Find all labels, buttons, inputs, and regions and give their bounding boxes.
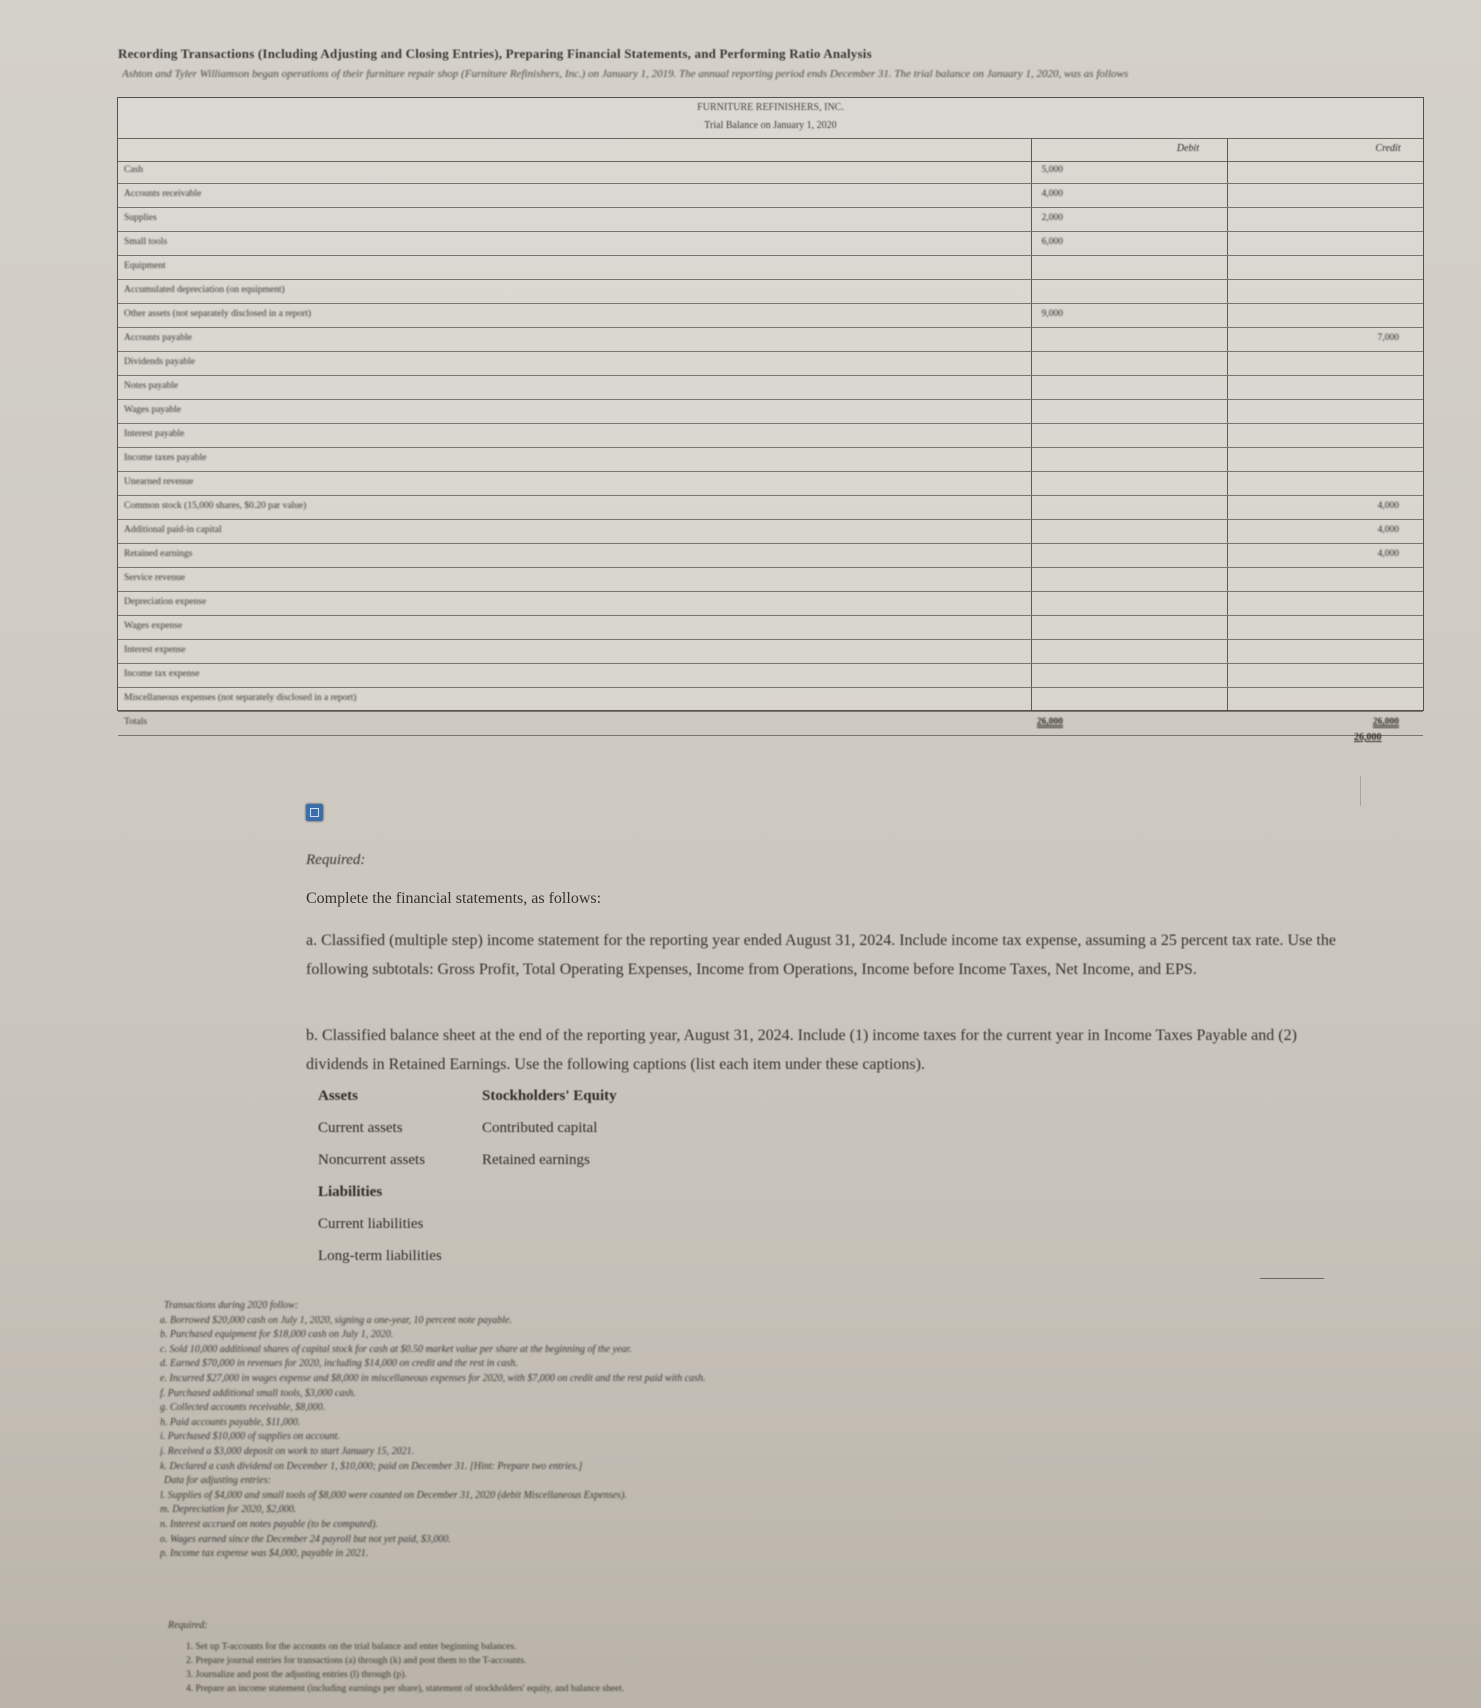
list-item: m. Depreciation for 2020, $2,000. bbox=[160, 1504, 297, 1516]
debit-amount: 2,000 bbox=[1041, 213, 1063, 223]
problem-heading: Recording Transactions (Including Adjusting and Closing Entries), Preparing Financial Statements, and Performing Ratio Analysis bbox=[118, 46, 872, 61]
credit-amount: 4,000 bbox=[1377, 549, 1399, 559]
caption-stockholders-equity: Stockholders' Equity bbox=[482, 1088, 617, 1104]
divider-mark bbox=[1360, 776, 1361, 806]
caption-long-term-liabilities: Long-term liabilities bbox=[318, 1248, 442, 1264]
table-row bbox=[118, 448, 1423, 472]
list-item: h. Paid accounts payable, $11,000. bbox=[160, 1416, 301, 1428]
account-name: Interest payable bbox=[124, 429, 185, 439]
table-row bbox=[118, 664, 1423, 688]
table-row bbox=[118, 424, 1423, 448]
table-row bbox=[118, 280, 1423, 304]
table-row bbox=[118, 688, 1423, 712]
caption-assets: Assets bbox=[318, 1088, 358, 1104]
list-item: e. Incurred $27,000 in wages expense and $8,000 in miscellaneous expenses for 2020, with $7,000 on credit and the rest paid with cash. bbox=[160, 1372, 706, 1384]
list-item: d. Earned $70,000 in revenues for 2020, including $14,000 on credit and the rest in cash. bbox=[160, 1358, 518, 1370]
credit-amount: 4,000 bbox=[1377, 525, 1399, 535]
account-name: Service revenue bbox=[124, 573, 185, 583]
credit-column-header: Credit bbox=[1375, 143, 1401, 154]
debit-amount: 5,000 bbox=[1041, 165, 1063, 175]
requirement-b: b. Classified balance sheet at the end of the reporting year, August 31, 2024. Include (1) income taxes for the current year in Income Taxes Payable and (2) dividends in Retained Earnings. Use the following captions (list each item under these captions). bbox=[306, 1027, 1297, 1073]
list-item: k. Declared a cash dividend on December 1, $10,000; paid on December 31. [Hint: Prepare two entries.] bbox=[160, 1460, 583, 1472]
table-row bbox=[118, 640, 1423, 664]
table-row bbox=[118, 304, 1423, 328]
caption-noncurrent-assets: Noncurrent assets bbox=[318, 1152, 426, 1168]
debit-amount: 26,000 bbox=[1036, 717, 1063, 727]
debit-column-header: Debit bbox=[1176, 143, 1200, 154]
caption-retained-earnings: Retained earnings bbox=[482, 1152, 590, 1168]
account-name: Accounts receivable bbox=[124, 189, 202, 199]
adjusting-title: Data for adjusting entries: bbox=[164, 1475, 271, 1487]
debit-amount: 9,000 bbox=[1041, 309, 1063, 319]
required-2-title: Required: bbox=[168, 1620, 208, 1631]
table-row bbox=[118, 328, 1423, 352]
account-name: Dividends payable bbox=[124, 357, 195, 367]
account-name: Wages payable bbox=[124, 405, 181, 415]
table-row bbox=[118, 232, 1423, 256]
transactions-title: Transactions during 2020 follow: bbox=[164, 1300, 299, 1311]
list-item: 1. Set up T-accounts for the accounts on the trial balance and enter beginning balances. bbox=[186, 1642, 517, 1652]
caption-contributed-capital: Contributed capital bbox=[482, 1120, 598, 1136]
account-name: Small tools bbox=[124, 237, 168, 247]
table-row bbox=[118, 472, 1423, 496]
trial-balance-table bbox=[117, 97, 1424, 727]
account-name: Additional paid-in capital bbox=[124, 525, 222, 535]
caption-current-liabilities: Current liabilities bbox=[318, 1216, 424, 1232]
debit-amount: 6,000 bbox=[1041, 237, 1063, 247]
table-row bbox=[118, 520, 1423, 544]
transactions-list bbox=[160, 1300, 1360, 1563]
trial-balance-rows bbox=[118, 160, 1423, 736]
list-item: 3. Journalize and post the adjusting entries (l) through (p). bbox=[186, 1670, 407, 1680]
account-name: Miscellaneous expenses (not separately disclosed in a report) bbox=[124, 693, 357, 703]
list-item: n. Interest accrued on notes payable (to be computed). bbox=[160, 1518, 378, 1530]
account-name: Wages expense bbox=[124, 621, 183, 631]
list-item: f. Purchased additional small tools, $3,000 cash. bbox=[160, 1387, 356, 1399]
table-row bbox=[118, 592, 1423, 616]
table-row bbox=[118, 160, 1423, 184]
handwritten-total: 26,000 bbox=[1354, 732, 1382, 743]
table-row bbox=[118, 256, 1423, 280]
debit-amount: 4,000 bbox=[1041, 189, 1063, 199]
account-name: Common stock (15,000 shares, $0.20 par value) bbox=[124, 501, 307, 511]
caption-liabilities: Liabilities bbox=[318, 1184, 383, 1200]
caption-current-assets: Current assets bbox=[318, 1120, 403, 1136]
table-row bbox=[118, 400, 1423, 424]
required-2-list bbox=[186, 1642, 1286, 1698]
required-instruction: Complete the financial statements, as follows: bbox=[306, 890, 602, 907]
list-item: a. Borrowed $20,000 cash on July 1, 2020, signing a one-year, 10 percent note payable. bbox=[160, 1314, 512, 1326]
account-name: Income tax expense bbox=[124, 669, 200, 679]
problem-intro: Ashton and Tyler Williamson began operations of their furniture repair shop (Furniture Refinishers, Inc.) on January 1, 2019. The annual reporting period ends December 31. The trial balance on January 1, 2020, was as follows bbox=[122, 68, 1129, 80]
trial-balance-company: FURNITURE REFINISHERS, INC. bbox=[697, 102, 844, 113]
account-name: Notes payable bbox=[124, 381, 179, 391]
requirement-a: a. Classified (multiple step) income statement for the reporting year ended August 31, 2024. Include income tax expense, assuming a 25 percent tax rate. Use the following subtotals: Gross Profit, Total Operating Expenses, Income from Operations, Income before Income Taxes, Net Income, and EPS. bbox=[306, 932, 1336, 978]
account-name: Interest expense bbox=[124, 645, 186, 655]
list-item: o. Wages earned since the December 24 payroll but not yet paid, $3,000. bbox=[160, 1533, 451, 1545]
account-name: Accumulated depreciation (on equipment) bbox=[124, 285, 285, 295]
account-name: Retained earnings bbox=[124, 549, 193, 559]
list-item: b. Purchased equipment for $18,000 cash on July 1, 2020. bbox=[160, 1329, 394, 1341]
list-item: j. Received a $3,000 deposit on work to start January 15, 2021. bbox=[160, 1445, 415, 1457]
list-item: g. Collected accounts receivable, $8,000. bbox=[160, 1402, 326, 1414]
info-icon[interactable] bbox=[306, 804, 323, 821]
required-title: Required: bbox=[306, 852, 366, 868]
divider bbox=[1260, 1278, 1324, 1279]
table-row bbox=[118, 616, 1423, 640]
account-name: Income taxes payable bbox=[124, 453, 207, 463]
account-name: Equipment bbox=[124, 261, 166, 271]
credit-amount: 7,000 bbox=[1377, 333, 1399, 343]
list-item: c. Sold 10,000 additional shares of capital stock for cash at $0.50 market value per share at the beginning of the year. bbox=[160, 1343, 632, 1355]
account-name: Depreciation expense bbox=[124, 597, 207, 607]
trial-balance-subtitle: Trial Balance on January 1, 2020 bbox=[704, 120, 837, 131]
table-row bbox=[118, 544, 1423, 568]
table-row bbox=[118, 712, 1423, 736]
table-row bbox=[118, 184, 1423, 208]
table-row bbox=[118, 376, 1423, 400]
list-item: l. Supplies of $4,000 and small tools of $8,000 were counted on December 31, 2020 (debit Miscellaneous Expenses). bbox=[160, 1489, 627, 1501]
credit-amount: 4,000 bbox=[1377, 501, 1399, 511]
account-name: Supplies bbox=[124, 213, 157, 223]
account-name: Totals bbox=[124, 717, 148, 727]
table-row bbox=[118, 496, 1423, 520]
table-row bbox=[118, 208, 1423, 232]
table-row bbox=[118, 352, 1423, 376]
account-name: Unearned revenue bbox=[124, 477, 194, 487]
list-item: 2. Prepare journal entries for transactions (a) through (k) and post them to the T-accounts. bbox=[186, 1656, 527, 1666]
account-name: Other assets (not separately disclosed in a report) bbox=[124, 309, 312, 319]
list-item: i. Purchased $10,000 of supplies on account. bbox=[160, 1431, 340, 1443]
account-name: Cash bbox=[124, 165, 143, 175]
table-row bbox=[118, 568, 1423, 592]
credit-amount: 26,000 bbox=[1372, 717, 1399, 727]
list-item: 4. Prepare an income statement (including earnings per share), statement of stockholders' equity, and balance sheet. bbox=[186, 1684, 625, 1694]
list-item: p. Income tax expense was $4,000, payable in 2021. bbox=[160, 1548, 369, 1560]
account-name: Accounts payable bbox=[124, 333, 192, 343]
